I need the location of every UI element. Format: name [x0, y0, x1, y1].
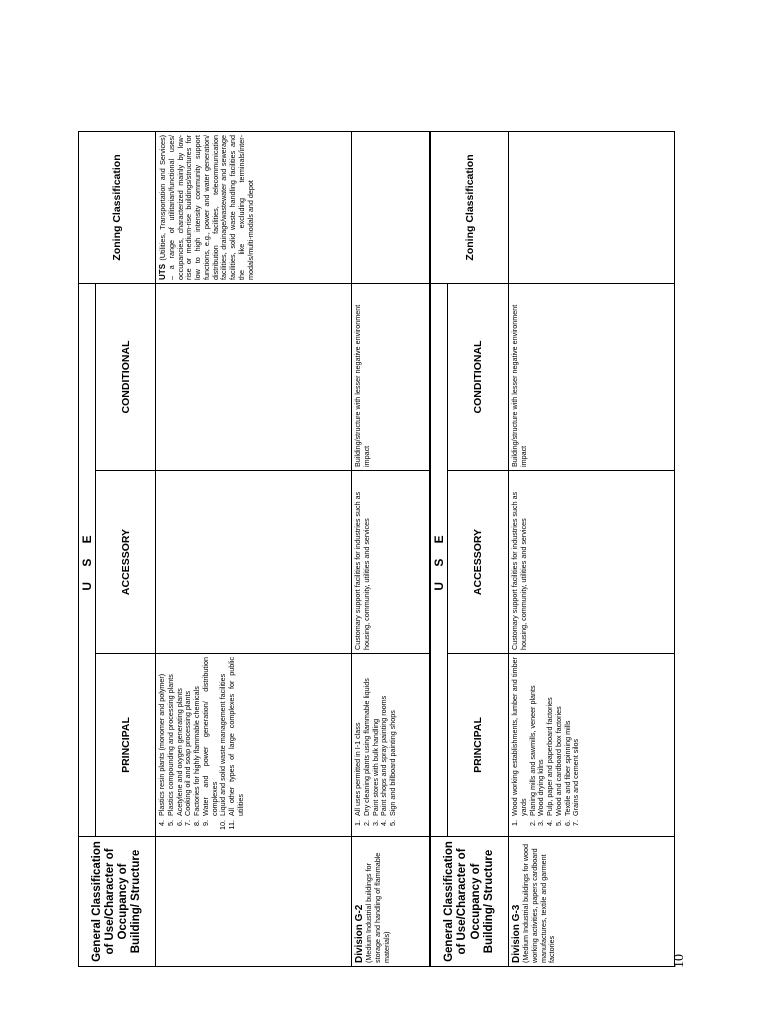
occupancy-table-2: [430, 131, 675, 967]
g2-principal-cell: [352, 654, 430, 837]
list-item: 1. Wood working establishments, lumber and timber yards: [511, 657, 529, 818]
list-item: 5. Plastics compounding and processing plants: [167, 657, 176, 818]
header-general-classification-2: General Classification of Use/Character of Occupancy of Building/ Structure: [431, 837, 509, 967]
division-g3-description: (Medium Industrial buildings for wood working activities, papers cardboard manufactures, textile and garment factories: [521, 843, 557, 963]
list-item: 5. Sign and billboard painting shops: [389, 657, 398, 818]
uts-zoning-cell: [156, 131, 352, 283]
header-zoning-classification-2: Zoning Classification: [431, 131, 509, 283]
g3-accessory-cell: Customary support facilities for industries such as housing, community, utilities and services: [509, 471, 675, 654]
list-item: 1. All uses permitted in I-1 class: [354, 657, 363, 818]
g2-zoning-cell: [352, 131, 430, 283]
list-item: 7. Grains and cement silos: [572, 657, 581, 818]
header-accessory: ACCESSORY: [96, 471, 156, 654]
continued-division-cell: [156, 837, 352, 967]
header-use-2: U S E: [431, 283, 448, 836]
list-item: 3. Wood drying kilns: [537, 657, 546, 818]
division-g3-cell: [509, 837, 675, 967]
division-g2-description: (Medium Industrial buildings for storage and handling of flammable materials): [364, 852, 391, 963]
list-item: 5. Wood and cardboard box factories: [555, 657, 564, 818]
list-item: 4. Paint shops and spray painting rooms: [380, 657, 389, 818]
division-g3-title: Division G-3: [511, 904, 522, 963]
g2-conditional-cell: Building/structure with lesser negative environment impact: [352, 283, 430, 470]
g2-accessory-cell: Customary support facilities for industries such as housing, community, utilities and services: [352, 471, 430, 654]
list-item: 11. All other types of large complexes for public utilities: [228, 657, 246, 818]
uts-label: UTS: [158, 263, 167, 280]
list-item: 6. Acetylene and oxygen generating plants: [176, 657, 185, 818]
g3-principal-cell: [509, 654, 675, 837]
g2-principal-list: [354, 657, 398, 833]
page-number: 10: [672, 954, 687, 968]
uts-description: (Utilities, Transportation and Services) – a range of utilitarian/functional uses/ occupancies, characterized mainly by low-rise or medium-rise buildings/structures for low to high intensity community support functions, e.g., power and water generation/ distribution facilities, telecommunication facilities, drainage/wastewater and sewerage facilities, solid waste handling facilities and the like excluding terminals/inter-modals/multi-modals and depot: [158, 134, 255, 280]
list-item: 9. Water and power generation/ distribution complexes: [202, 657, 220, 818]
header-principal: PRINCIPAL: [96, 654, 156, 837]
rotated-page: [78, 132, 675, 967]
continued-principal-cell: [156, 654, 352, 837]
continued-principal-list: [158, 657, 246, 833]
header-conditional: CONDITIONAL: [96, 283, 156, 470]
header-general-classification: General Classification of Use/Character of Occupancy of Building/ Structure: [79, 837, 156, 967]
g3-conditional-cell: Building/structure with lesser negative environment impact: [509, 283, 675, 470]
header-use: U S E: [79, 283, 96, 836]
division-g2-title: Division G-2: [354, 904, 365, 963]
list-item: 6. Textile and fiber spinning mills: [564, 657, 573, 818]
header-principal-2: PRINCIPAL: [448, 654, 509, 837]
g3-zoning-cell: [509, 131, 675, 283]
list-item: 2. Dry cleaning plants using flammable liquids: [363, 657, 372, 818]
list-item: 4. Plastics resin plants (monomer and polymer): [158, 657, 167, 818]
list-item: 2. Planing mills and sawmills, veneer plants: [529, 657, 538, 818]
header-conditional-2: CONDITIONAL: [448, 283, 509, 470]
list-item: 3. Paint stores with bulk handling: [372, 657, 381, 818]
continued-accessory-cell: [156, 471, 352, 654]
g3-principal-list: [511, 657, 581, 833]
occupancy-table-1: [78, 131, 430, 967]
list-item: 8. Factories for highly flammable chemicals: [193, 657, 202, 818]
header-zoning-classification: Zoning Classification: [79, 131, 156, 283]
continued-conditional-cell: [156, 283, 352, 470]
header-accessory-2: ACCESSORY: [448, 471, 509, 654]
list-item: 4. Pulp, paper and paperboard factories: [546, 657, 555, 818]
list-item: 10. Liquid and solid waste management facilities: [219, 657, 228, 818]
list-item: 7. Cooking oil and soap processing plants: [184, 657, 193, 818]
division-g2-cell: [352, 837, 430, 967]
